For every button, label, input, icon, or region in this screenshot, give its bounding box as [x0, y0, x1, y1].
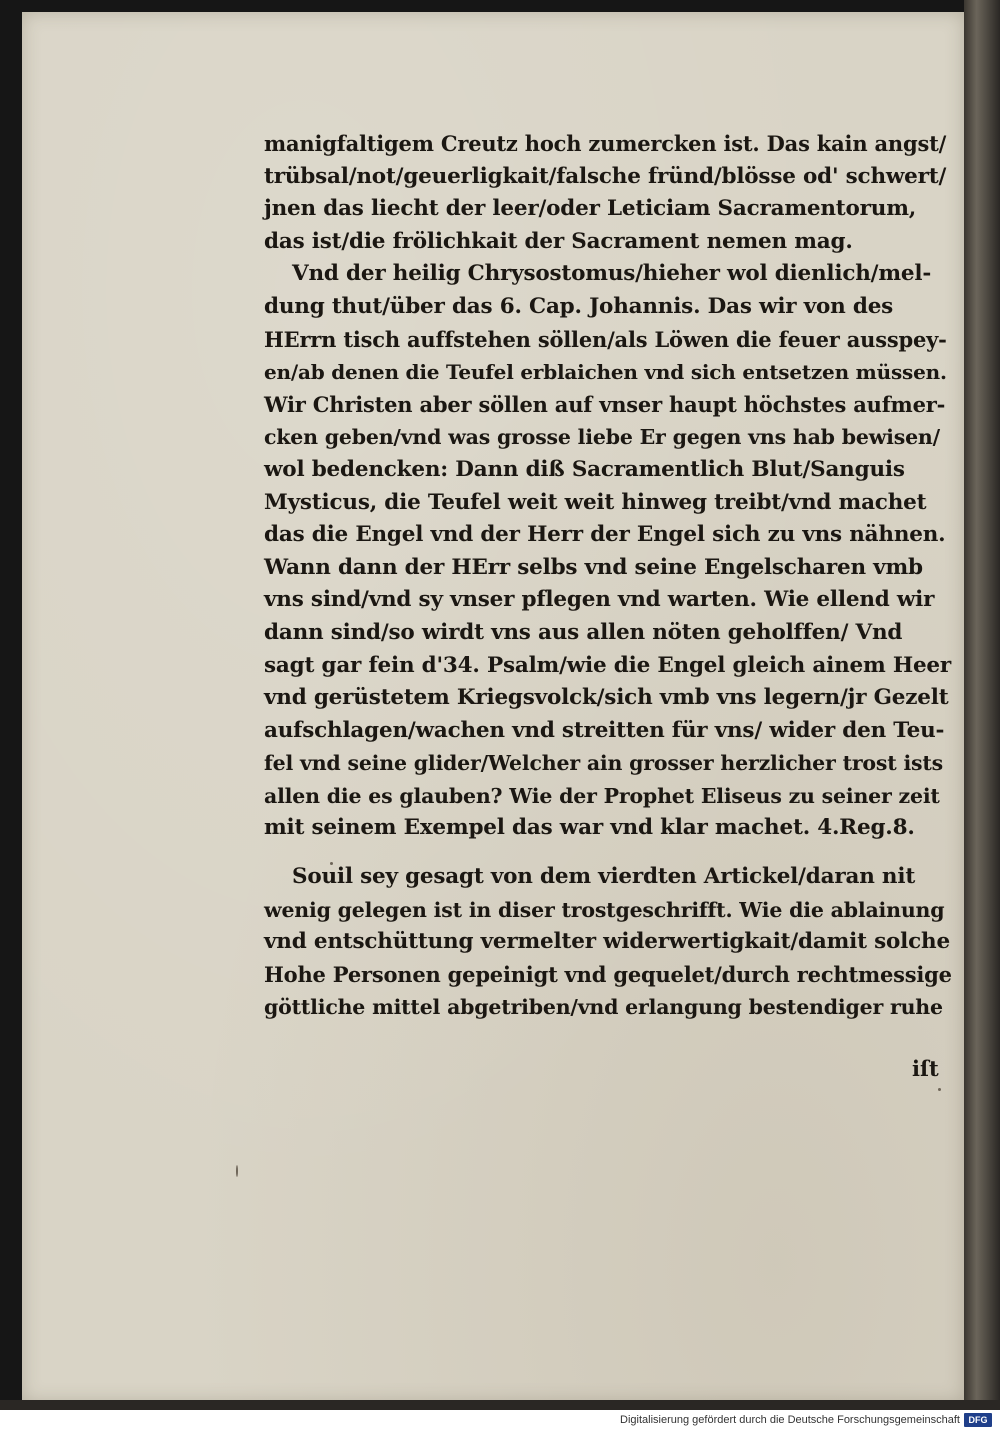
- text-line: vnd gerüstetem Kriegsvolck/sich vmb vns legern/jr Gezelt: [264, 685, 949, 711]
- text-line: vnd entschüttung vermelter widerwertigkait/damit solche: [264, 929, 950, 955]
- paragraph-gap: [264, 845, 954, 861]
- text-line: allen die es glauben? Wie der Prophet Eliseus zu seiner zeit: [264, 783, 940, 808]
- text-line: Wann dann der HErr selbs vnd seine Engelscharen vmb: [264, 554, 923, 580]
- page-edge-bottom: [0, 1400, 1000, 1410]
- text-line: wenig gelegen ist in diser trostgeschrifft. Wie die ablainung: [264, 897, 945, 922]
- text-line: sagt gar fein d'34. Psalm/wie die Engel gleich ainem Heer: [264, 652, 952, 678]
- text-line: dung thut/über das 6. Cap. Johannis. Das wir von des: [264, 293, 894, 319]
- footer-bar: [0, 1410, 1000, 1430]
- text-line: Mysticus, die Teufel weit weit hinweg treibt/vnd machet: [264, 489, 927, 515]
- catchword: iſt: [912, 1056, 939, 1081]
- text-line: mit seinem Exempel das war vnd klar machet. 4.Reg.8.: [264, 815, 915, 841]
- text-line: wol bedencken: Dann diß Sacramentlich Blut/Sanguis: [264, 456, 905, 482]
- text-line: HErrn tisch auffstehen söllen/als Löwen die feuer ausspey-: [264, 326, 947, 352]
- text-line: Souil sey gesagt von dem vierdten Artickel/daran nit: [292, 864, 916, 890]
- text-line: Hohe Personen gepeinigt vnd gequelet/durch rechtmessige: [264, 961, 952, 987]
- page-edge: [964, 0, 1000, 1410]
- text-line: Vnd der heilig Chrysostomus/hieher wol dienlich/mel-: [292, 261, 932, 287]
- body-text: [264, 128, 954, 1024]
- text-line: dann sind/so wirdt vns aus allen nöten geholffen/ Vnd: [264, 619, 903, 645]
- text-line: göttliche mittel abgetriben/vnd erlangung bestendiger ruhe: [264, 995, 943, 1020]
- text-line: aufschlagen/wachen vnd streitten für vns/ wider den Teu-: [264, 717, 945, 743]
- text-line: fel vnd seine glider/Welcher ain grosser herzlicher trost ists: [264, 751, 943, 776]
- text-line: jnen das liecht der leer/oder Leticiam Sacramentorum,: [264, 196, 917, 222]
- text-line: Wir Christen aber söllen auf vnser haupt höchstes aufmer-: [264, 391, 946, 417]
- text-line: cken geben/vnd was grosse liebe Er gegen vns hab bewisen/: [264, 425, 940, 450]
- footer-credit: Digitalisierung gefördert durch die Deutsche Forschungsgemeinschaft: [620, 1414, 960, 1426]
- dfg-logo-icon: DFG: [964, 1413, 992, 1427]
- text-line: en/ab denen die Teufel erblaichen vnd sich entsetzen müssen.: [264, 360, 947, 385]
- text-line: vns sind/vnd sy vnser pflegen vnd warten. Wie ellend wir: [264, 587, 935, 613]
- text-line: das die Engel vnd der Herr der Engel sich zu vns nähnen.: [264, 522, 946, 548]
- text-line: manigfaltigem Creutz hoch zumercken ist. Das kain angst/: [264, 131, 947, 156]
- text-line: das ist/die frölichkait der Sacrament nemen mag.: [264, 228, 853, 254]
- paper-speck: [938, 1088, 941, 1091]
- text-line: trübsal/not/geuerligkait/falsche fründ/blösse od' schwert/: [264, 163, 947, 189]
- paper-speck: [236, 1165, 238, 1177]
